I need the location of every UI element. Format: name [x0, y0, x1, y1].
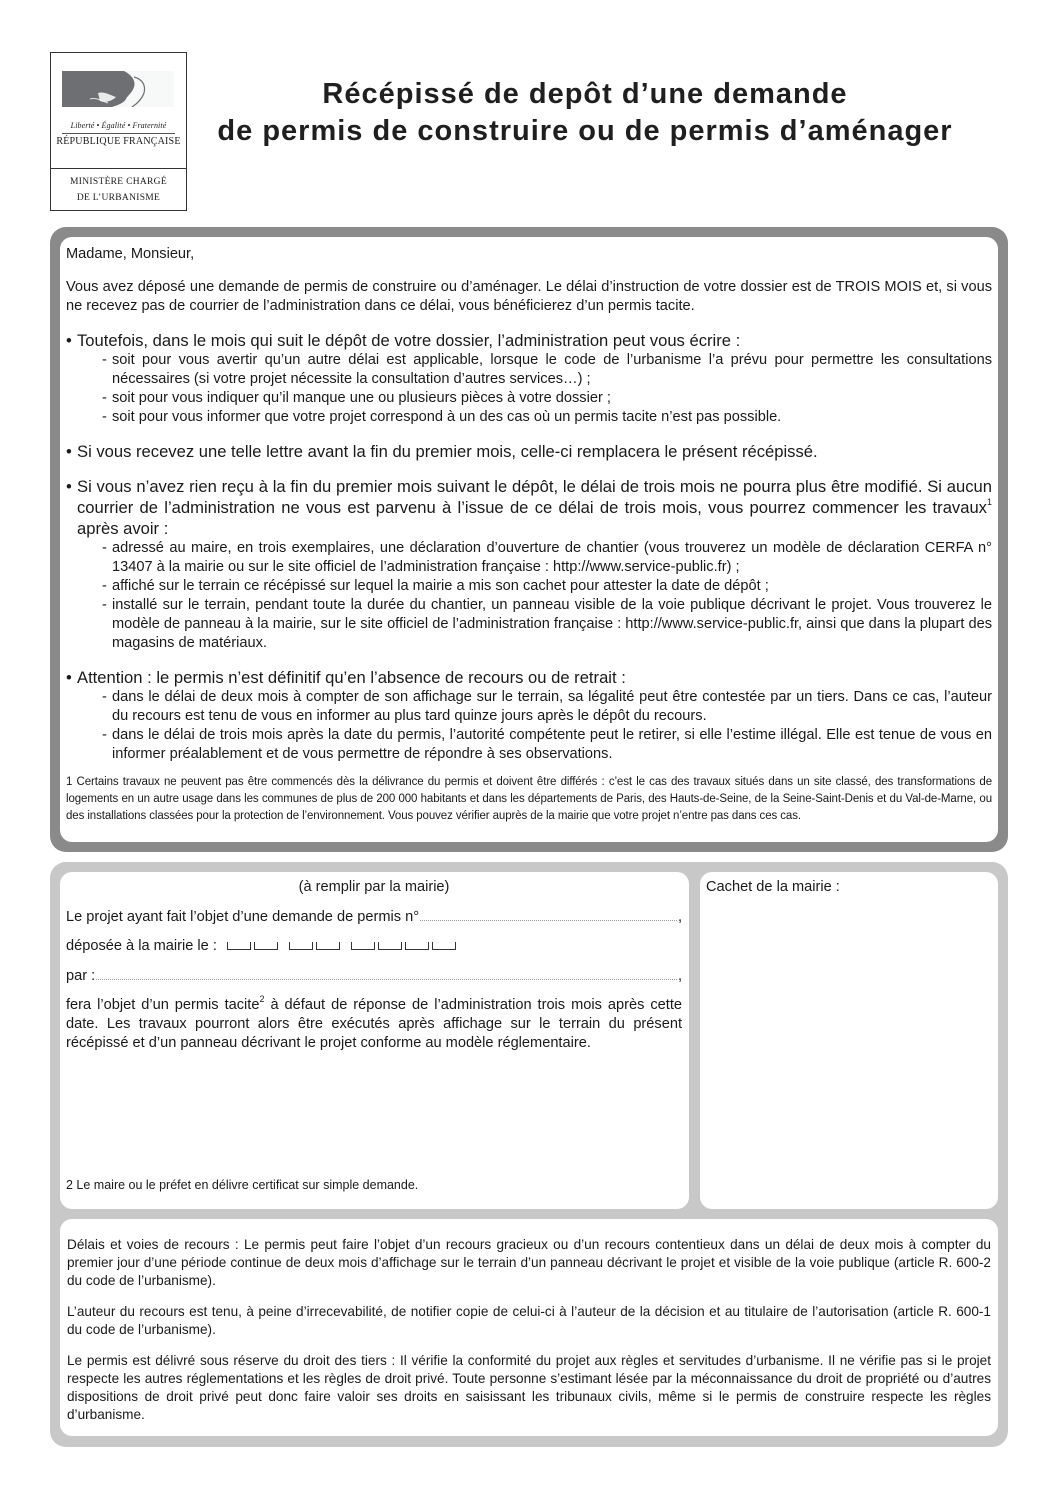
list-item: - soit pour vous avertir qu’un autre délai est applicable, lorsque le code de l’urbanisme l’a prévu pour permettre les consultations nécessaires (si votre projet nécessite la consultation d’autres services…) ;	[77, 351, 992, 389]
marianne-logo-block	[50, 52, 187, 211]
bullet-attention-list	[77, 688, 992, 764]
cachet-label: Cachet de la mairie :	[706, 879, 840, 895]
footnote-2: 2 Le maire ou le préfet en délivre certificat sur simple demande.	[66, 1178, 419, 1192]
deposit-date-field[interactable]	[227, 942, 459, 950]
deposit-date-label: déposée à la mairie le :	[66, 938, 217, 954]
permit-number-label: Le projet ayant fait l’objet d’une demande de permis n°	[66, 909, 420, 925]
page-title-line-1: Récépissé de depôt d’une demande	[322, 78, 848, 110]
marianne-logo-icon	[62, 71, 174, 107]
bullet-attention-text: • Attention : le permis n’est définitif qu’en l’absence de recours ou de retrait :	[77, 668, 626, 687]
bullet-travaux	[66, 476, 992, 653]
greeting: Madame, Monsieur,	[66, 246, 195, 262]
par-comma: ,	[677, 968, 682, 984]
notice-panel	[50, 227, 1008, 852]
list-item: - soit pour vous indiquer qu’il manque une ou plusieurs pièces à votre dossier ;	[77, 389, 992, 408]
par-row	[66, 966, 682, 986]
recours-paragraph-3: Le permis est délivré sous réserve du droit des tiers : Il vérifie la conformité du projet aux règles et servitudes d’urbanisme. Il ne vérifie pas si le projet respecte les autres réglementations et les règles de droit privé. Toute personne s’estimant lésée par la méconnaissance du droit de propriété ou d’autres dispositions de droit privé peut donc faire valoir ses droits en saisissant les tribunaux civils, même si le permis de construire respecte les règles d’urbanisme.	[67, 1353, 991, 1422]
intro-paragraph: Vous avez déposé une demande de permis de construire ou d’aménager. Le délai d’instruction de votre dossier est de TROIS MOIS et, si vous ne recevez pas de courrier de l’administration dans ce délai, vous bénéficierez d’un permis tacite.	[66, 279, 992, 314]
bullet-lettre	[66, 441, 992, 462]
ministry-label	[51, 174, 186, 206]
list-item: - dans le délai de trois mois après la date du permis, l’autorité compétente peut le retirer, si elle l’estime illégal. Elle est tenue de vous en informer préalablement et de vous permettre de répondre à ses observations.	[77, 726, 992, 764]
republique-francaise-label: RÉPUBLIQUE FRANÇAISE	[56, 136, 181, 147]
tacite-paragraph	[66, 996, 682, 1053]
recours-paragraph-1: Délais et voies de recours : Le permis peut faire l’objet d’un recours gracieux ou d’un recours contentieux dans un délai de deux mois à compter du premier jour d’une période continue de deux mois d’affichage sur le terrain d’un panneau décrivant le projet et visible de la voie publique (article R. 600-2 du code de l’urbanisme).	[67, 1237, 991, 1288]
recours-paragraph-2: L’auteur du recours est tenu, à peine d’irrecevabilité, de notifier copie de celui-ci à l’auteur de la décision et au titulaire de l’autorisation (article R. 600-1 du code de l’urbanisme).	[67, 1304, 991, 1337]
bullet-lettre-text: • Si vous recevez une telle lettre avant la fin du premier mois, celle-ci remplacera le présent récépissé.	[77, 442, 818, 461]
cachet-box[interactable]	[700, 872, 998, 1209]
list-item: - dans le délai de deux mois à compter de son affichage sur le terrain, sa légalité peut être contestée par un tiers. Dans ce cas, l’auteur du recours est tenu de vous en informer au plus tard quinze jours après le dépôt du recours.	[77, 688, 992, 726]
date-digit-cell[interactable]	[378, 942, 402, 950]
permit-number-field[interactable]	[420, 907, 677, 921]
permit-number-comma: ,	[677, 909, 682, 925]
bullet-toutefois-list	[77, 351, 992, 427]
footnote-ref-1: 1	[986, 497, 992, 508]
bullet-travaux-text-main: Si vous n’avez rien reçu à la fin du premier mois suivant le dépôt, le délai de trois mois ne pourra plus être modifié. Si aucun courrier de l’administration ne vous est parvenu à l’issue de ce délai de trois mois, vous pourrez commencer les travaux	[77, 477, 992, 517]
mairie-heading: (à remplir par la mairie)	[298, 879, 450, 895]
bullet-toutefois-text: • Toutefois, dans le mois qui suit le dépôt de votre dossier, l’administration peut vous écrire :	[77, 331, 741, 350]
page-title-line-2: de permis de construire ou de permis d’aménager	[217, 115, 953, 147]
logo-divider	[51, 168, 186, 169]
ministry-line-2: DE L’URBANISME	[76, 193, 161, 203]
page-title	[188, 76, 982, 150]
recours-box	[60, 1219, 998, 1436]
par-label: par :	[66, 968, 96, 984]
list-item: - installé sur le terrain, pendant toute la durée du chantier, un panneau visible de la voie publique décrivant le projet. Vous trouverez le modèle de panneau à la mairie, sur le site officiel de l’administration française : http://www.service-public.fr, ainsi que dans la plupart des magasins de matériaux.	[77, 596, 992, 653]
tacite-text-end: à défaut de réponse de l’administration trois mois après cette date. Les travaux pourront alors être exécutés après affichage sur le terrain du présent récépissé et d’un panneau décrivant le projet conforme au modèle réglementaire.	[66, 997, 682, 1051]
date-digit-cell[interactable]	[432, 942, 456, 950]
bullet-toutefois	[66, 330, 992, 427]
footnote-1: 1 Certains travaux ne peuvent pas être commencés dès la délivrance du permis et doivent être différés : c’est le cas des travaux situés dans un site classé, des transformations de logements en un autre usage dans les communes de plus de 200 000 habitants et dans les départements de Paris, des Hauts-de-Seine, de la Seine-Saint-Denis et du Val-de-Marne, ou des installations classées pour la protection de l’environnement. Vous pouvez vérifier auprès de la mairie que votre projet n’entre pas dans ces cas.	[66, 776, 992, 822]
tacite-text-start: fera l’objet d’un permis tacite	[66, 997, 260, 1013]
date-digit-cell[interactable]	[405, 942, 429, 950]
list-item: - adressé au maire, en trois exemplaires, une déclaration d’ouverture de chantier (vous trouverez un modèle de déclaration CERFA n° 13407 à la mairie ou sur le site officiel de l’administration française : http://www.service-public.fr) ;	[77, 539, 992, 577]
bullet-travaux-text	[77, 476, 992, 539]
footnote-ref-2: 2	[259, 994, 265, 1005]
bullet-attention	[66, 667, 992, 764]
date-digit-cell[interactable]	[351, 942, 375, 950]
date-digit-cell[interactable]	[227, 942, 251, 950]
republic-motto: Liberté • Égalité • Fraternité	[70, 121, 167, 130]
mairie-panel	[50, 862, 1008, 1447]
motto-divider	[62, 133, 175, 134]
ministry-line-1: MINISTÈRE CHARGÉ	[70, 177, 167, 187]
deposit-date-row	[66, 937, 682, 956]
date-digit-cell[interactable]	[289, 942, 313, 950]
list-item: - soit pour vous informer que votre projet correspond à un des cas où un permis tacite n’est pas possible.	[77, 408, 992, 427]
date-digit-cell[interactable]	[316, 942, 340, 950]
list-item: - affiché sur le terrain ce récépissé sur lequel la mairie a mis son cachet pour attester la date de dépôt ;	[77, 577, 992, 596]
notice-content	[60, 237, 998, 842]
par-field[interactable]	[96, 966, 677, 980]
bullet-travaux-text-end: après avoir :	[77, 519, 169, 538]
date-digit-cell[interactable]	[254, 942, 278, 950]
bullet-travaux-list	[77, 539, 992, 653]
permit-number-row	[66, 907, 682, 927]
mairie-form-box	[60, 872, 689, 1209]
